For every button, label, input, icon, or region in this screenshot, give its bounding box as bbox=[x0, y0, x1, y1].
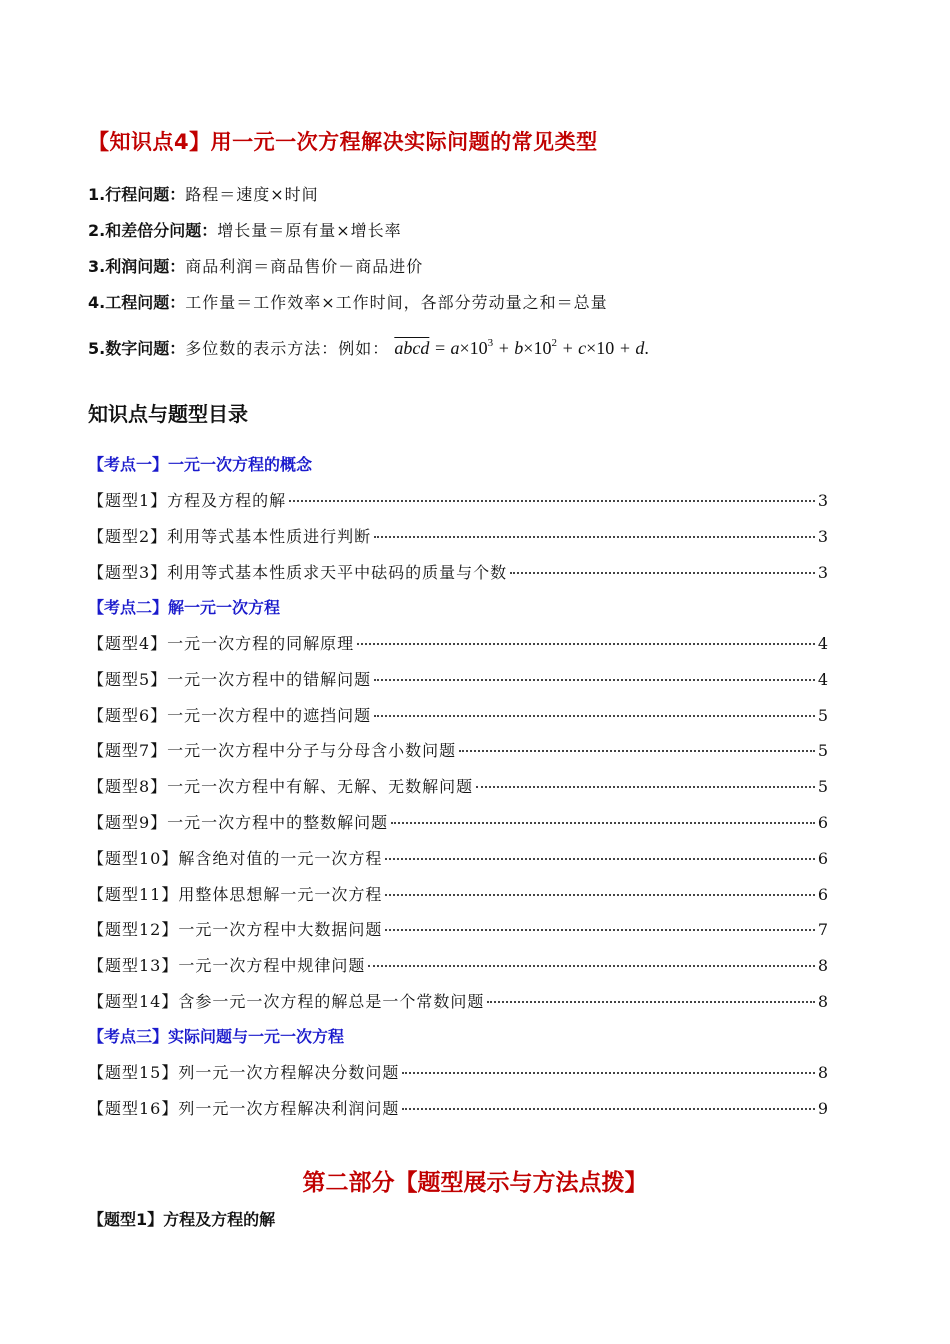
toc-leader-dots bbox=[510, 572, 815, 574]
toc-leader-dots bbox=[385, 894, 814, 896]
toc-section-heading[interactable]: 【考点二】解一元一次方程 bbox=[88, 598, 281, 617]
formula-part: ×10 bbox=[586, 338, 615, 358]
toc-page-number: 6 bbox=[817, 885, 828, 904]
toc-page-number: 8 bbox=[817, 956, 828, 975]
toc-page-number: 5 bbox=[817, 706, 828, 725]
toc-page-number: 8 bbox=[817, 1063, 828, 1082]
toc-row[interactable] bbox=[88, 774, 828, 798]
toc-leader-dots bbox=[374, 536, 815, 538]
toc-page-number: 8 bbox=[817, 992, 828, 1011]
toc-page-number: 3 bbox=[817, 491, 828, 510]
toc-page-number: 9 bbox=[817, 1099, 828, 1118]
toc-row-text: 【题型8】一元一次方程中有解、无解、无数解问题 bbox=[88, 777, 474, 796]
toc-row[interactable] bbox=[88, 810, 828, 834]
toc-leader-dots bbox=[357, 643, 815, 645]
toc-row-text: 【题型7】一元一次方程中分子与分母含小数问题 bbox=[88, 741, 457, 760]
toc-leader-dots bbox=[385, 929, 814, 931]
kp-item-label: 1.行程问题： bbox=[88, 185, 186, 204]
toc-page-number: 7 bbox=[817, 920, 828, 939]
kp-item-text: 商品利润＝商品售价－商品进价 bbox=[185, 257, 424, 276]
toc-row[interactable] bbox=[88, 667, 828, 691]
toc-leader-dots bbox=[374, 715, 815, 717]
toc-row-text: 【题型2】利用等式基本性质进行判断 bbox=[88, 527, 372, 546]
toc-row-text: 【题型11】用整体思想解一元一次方程 bbox=[88, 885, 383, 904]
toc-row-text: 【题型16】列一元一次方程解决利润问题 bbox=[88, 1099, 400, 1118]
toc-leader-dots bbox=[391, 822, 815, 824]
formula-overline-number: abcd bbox=[394, 338, 430, 358]
formula-part: + d bbox=[614, 338, 645, 358]
toc-row[interactable] bbox=[88, 882, 828, 906]
toc-row-text: 【题型4】一元一次方程的同解原理 bbox=[88, 634, 355, 653]
kp-item-text: 多位数的表示方法：例如： bbox=[185, 339, 390, 358]
toc-page-number: 3 bbox=[817, 527, 828, 546]
toc-row-text: 【题型3】利用等式基本性质求天平中砝码的质量与个数 bbox=[88, 563, 508, 582]
kp-item-work bbox=[88, 290, 608, 313]
knowledge-point-title: 【知识点4】用一元一次方程解决实际问题的常见类型 bbox=[88, 130, 598, 154]
toc-page-number: 6 bbox=[817, 849, 828, 868]
formula-part: + b bbox=[493, 338, 524, 358]
toc-row-text: 【题型13】一元一次方程中规律问题 bbox=[88, 956, 366, 975]
toc-row[interactable] bbox=[88, 1060, 828, 1084]
formula-part: ×10 bbox=[459, 338, 488, 358]
kp-item-ratio bbox=[88, 218, 402, 241]
toc-leader-dots bbox=[385, 858, 814, 860]
toc-row-text: 【题型5】一元一次方程中的错解问题 bbox=[88, 670, 372, 689]
toc-leader-dots bbox=[368, 965, 814, 967]
part-two-title: 第二部分【题型展示与方法点拨】 bbox=[302, 1170, 648, 1196]
toc-row[interactable] bbox=[88, 703, 828, 727]
toc-leader-dots bbox=[459, 750, 815, 752]
toc-page-number: 5 bbox=[817, 777, 828, 796]
formula-part: + c bbox=[556, 338, 587, 358]
kp-item-profit bbox=[88, 254, 423, 277]
toc-row[interactable] bbox=[88, 738, 828, 762]
toc-row[interactable] bbox=[88, 917, 828, 941]
toc-row-text: 【题型9】一元一次方程中的整数解问题 bbox=[88, 813, 389, 832]
kp-item-label: 5.数字问题： bbox=[88, 339, 186, 358]
formula-exponent: 2 bbox=[551, 337, 557, 349]
toc-leader-dots bbox=[476, 786, 815, 788]
toc-leader-dots bbox=[487, 1001, 814, 1003]
toc-page-number: 6 bbox=[817, 813, 828, 832]
kp-item-digits bbox=[88, 336, 649, 359]
toc-row[interactable] bbox=[88, 1096, 828, 1120]
formula-part: = a bbox=[429, 338, 460, 358]
toc-row[interactable] bbox=[88, 560, 828, 584]
toc-page-number: 4 bbox=[817, 634, 828, 653]
toc-row[interactable] bbox=[88, 846, 828, 870]
toc-page-number: 4 bbox=[817, 670, 828, 689]
formula-part: ×10 bbox=[523, 338, 552, 358]
formula-part: . bbox=[644, 338, 649, 358]
toc-row[interactable] bbox=[88, 631, 828, 655]
kp-item-text: 增长量＝原有量×增长率 bbox=[217, 221, 402, 240]
toc-row-text: 【题型1】方程及方程的解 bbox=[88, 491, 287, 510]
toc-leader-dots bbox=[289, 500, 815, 502]
toc-row-text: 【题型14】含参一元一次方程的解总是一个常数问题 bbox=[88, 992, 485, 1011]
kp-item-label: 4.工程问题： bbox=[88, 293, 186, 312]
toc-section-heading[interactable]: 【考点一】一元一次方程的概念 bbox=[88, 455, 313, 474]
digit-formula bbox=[394, 338, 649, 358]
toc-section-heading[interactable]: 【考点三】实际问题与一元一次方程 bbox=[88, 1027, 345, 1046]
toc-row[interactable] bbox=[88, 488, 828, 512]
kp-item-text: 路程＝速度×时间 bbox=[185, 185, 319, 204]
toc-leader-dots bbox=[402, 1108, 814, 1110]
toc-page-number: 3 bbox=[817, 563, 828, 582]
kp-item-label: 3.利润问题： bbox=[88, 257, 186, 276]
toc-row[interactable] bbox=[88, 989, 828, 1013]
toc-title: 知识点与题型目录 bbox=[88, 402, 248, 426]
toc-row[interactable] bbox=[88, 953, 828, 977]
toc-leader-dots bbox=[374, 679, 815, 681]
question-type-heading: 【题型1】方程及方程的解 bbox=[88, 1210, 276, 1229]
kp-item-text: 工作量＝工作效率×工作时间，各部分劳动量之和＝总量 bbox=[185, 293, 608, 312]
toc-row[interactable] bbox=[88, 524, 828, 548]
toc-leader-dots bbox=[402, 1072, 814, 1074]
toc-row-text: 【题型15】列一元一次方程解决分数问题 bbox=[88, 1063, 400, 1082]
kp-item-label: 2.和差倍分问题： bbox=[88, 221, 218, 240]
kp-item-travel bbox=[88, 182, 319, 205]
formula-exponent: 3 bbox=[487, 337, 494, 349]
toc-row-text: 【题型6】一元一次方程中的遮挡问题 bbox=[88, 706, 372, 725]
toc-row-text: 【题型12】一元一次方程中大数据问题 bbox=[88, 920, 383, 939]
toc-page-number: 5 bbox=[817, 741, 828, 760]
toc-row-text: 【题型10】解含绝对值的一元一次方程 bbox=[88, 849, 383, 868]
